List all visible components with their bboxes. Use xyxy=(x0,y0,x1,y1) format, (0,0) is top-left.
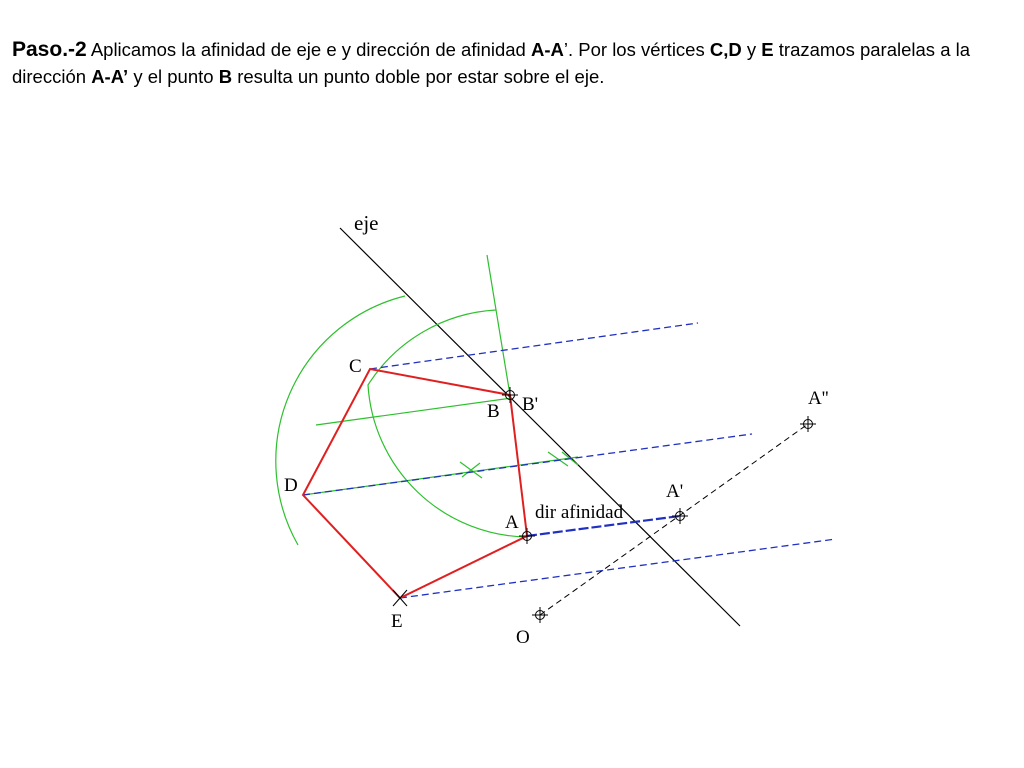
construction-line-vertical xyxy=(487,255,510,395)
caption-text-3: y xyxy=(741,39,762,60)
caption-text-2: ’. Por los vértices xyxy=(563,39,710,60)
label-c: C xyxy=(349,356,362,377)
parallel-line-d xyxy=(303,434,752,495)
label-d: D xyxy=(284,475,298,496)
label-e: E xyxy=(391,611,403,632)
caption-bold-4: A-A’ xyxy=(91,66,129,87)
point-marker-a-prime xyxy=(672,508,688,524)
caption-text-1: Aplicamos la afinidad de eje e y dirección de afinidad xyxy=(86,39,531,60)
label-b: B xyxy=(487,401,500,422)
label-a: A xyxy=(505,512,519,533)
label-dir-afinidad: dir afinidad xyxy=(535,502,624,523)
label-b-prime: B' xyxy=(522,394,539,415)
caption-text-4: trazamos paralelas a la dirección xyxy=(12,39,971,87)
parallel-line-e xyxy=(400,539,836,598)
parallel-line-c xyxy=(370,323,698,369)
caption-bold-3: E xyxy=(761,39,774,60)
label-o: O xyxy=(516,627,530,648)
step-number: Paso.-2 xyxy=(12,38,87,61)
construction-arc-outer xyxy=(276,296,405,545)
axis-line xyxy=(340,228,740,626)
point-marker-b xyxy=(502,387,518,403)
label-a-prime: A' xyxy=(666,481,684,502)
caption-bold-1: A-A xyxy=(530,39,564,60)
point-marker-e xyxy=(393,590,407,606)
point-marker-o xyxy=(532,607,548,623)
caption-text-5: y el punto xyxy=(128,66,219,87)
caption-text-6: resulta un punto doble por estar sobre el eje. xyxy=(232,66,605,87)
label-a-dprime: A'' xyxy=(808,388,829,409)
point-marker-a-dprime xyxy=(800,416,816,432)
construction-line-perpendicular-c xyxy=(316,398,512,425)
construction-arc-inner xyxy=(368,310,527,537)
caption-bold-2: C,D xyxy=(709,39,742,60)
label-eje: eje xyxy=(354,211,379,235)
point-marker-a xyxy=(519,528,535,544)
caption-bold-5: B xyxy=(218,66,233,87)
